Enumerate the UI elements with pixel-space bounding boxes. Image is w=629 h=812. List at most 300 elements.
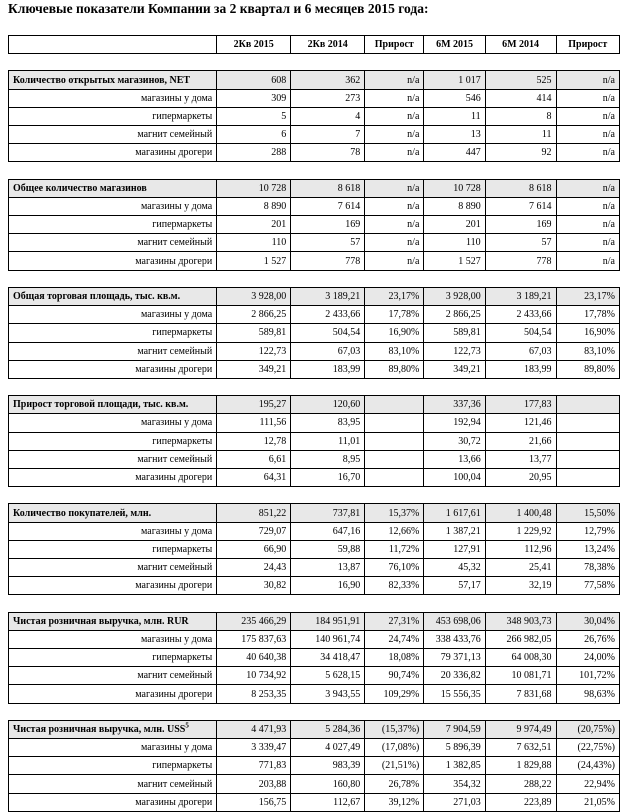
section-header-row (9, 179, 620, 197)
table-cell: 778 (485, 252, 556, 270)
table-cell: 57,17 (424, 577, 485, 595)
table-cell: 12,78 (217, 432, 291, 450)
table-cell: 5 896,39 (424, 739, 485, 757)
table-row (9, 522, 620, 540)
table-cell: n/a (556, 89, 620, 107)
table-row (9, 414, 620, 432)
table-cell: 10 728 (217, 179, 291, 197)
table-cell: 2 433,66 (291, 306, 365, 324)
table-cell: 20,95 (485, 468, 556, 486)
table-cell (556, 396, 620, 414)
table-cell: 13,77 (485, 450, 556, 468)
table-cell: 8 890 (424, 197, 485, 215)
table-row (9, 252, 620, 270)
table-cell: 57 (485, 234, 556, 252)
table-cell: 13,66 (424, 450, 485, 468)
table-cell: 20 336,82 (424, 667, 485, 685)
table-row (9, 306, 620, 324)
row-label (9, 396, 217, 414)
table-cell: 18,08% (365, 649, 424, 667)
table-cell: 288 (217, 144, 291, 162)
table-cell: 7 614 (485, 197, 556, 215)
table-cell: (24,43%) (556, 757, 620, 775)
table-cell: 1 400,48 (485, 504, 556, 522)
row-label-text: магнит семейный (137, 129, 213, 141)
row-label (9, 414, 217, 432)
spacer-row (9, 270, 620, 287)
table-cell: (22,75%) (556, 739, 620, 757)
table-cell: 40 640,38 (217, 649, 291, 667)
row-label-text: магнит семейный (137, 345, 213, 357)
table-cell: 11,72% (365, 540, 424, 558)
table-cell: n/a (556, 234, 620, 252)
table-cell: n/a (365, 89, 424, 107)
table-cell: n/a (365, 126, 424, 144)
table-cell: 169 (485, 216, 556, 234)
table-cell (365, 414, 424, 432)
table-cell: 1 382,85 (424, 757, 485, 775)
table-cell: n/a (556, 179, 620, 197)
table-cell: 30,72 (424, 432, 485, 450)
section-header-row (9, 71, 620, 89)
table-cell: 354,32 (424, 775, 485, 793)
table-cell: 83,10% (365, 342, 424, 360)
table-cell: 3 928,00 (424, 287, 485, 305)
table-cell: 156,75 (217, 793, 291, 811)
table-cell: 2 433,66 (485, 306, 556, 324)
column-header: 6М 2015 (424, 36, 485, 54)
table-cell: 203,88 (217, 775, 291, 793)
table-cell: 362 (291, 71, 365, 89)
table-cell: 309 (217, 89, 291, 107)
table-cell: 3 189,21 (485, 287, 556, 305)
table-cell: 25,41 (485, 558, 556, 576)
table-cell: 121,46 (485, 414, 556, 432)
table-cell: 6 (217, 126, 291, 144)
row-label (9, 504, 217, 522)
table-cell: 127,91 (424, 540, 485, 558)
table-cell: 729,07 (217, 522, 291, 540)
column-header: 6М 2014 (485, 36, 556, 54)
section-header-row (9, 396, 620, 414)
table-cell: 12,66% (365, 522, 424, 540)
table-cell: 3 339,47 (217, 739, 291, 757)
table-cell: 2 866,25 (424, 306, 485, 324)
table-cell: 98,63% (556, 685, 620, 703)
table-cell: 504,54 (485, 324, 556, 342)
row-label (9, 667, 217, 685)
table-cell: 8 (485, 107, 556, 125)
table-cell: 3 189,21 (291, 287, 365, 305)
table-cell: 10 728 (424, 179, 485, 197)
row-label-text: магазины у дома (141, 417, 213, 429)
table-cell: 122,73 (217, 342, 291, 360)
spacer-row (9, 595, 620, 612)
table-cell: 92 (485, 144, 556, 162)
table-cell: 338 433,76 (424, 630, 485, 648)
table-cell: 271,03 (424, 793, 485, 811)
table-cell (365, 432, 424, 450)
row-label (9, 577, 217, 595)
table-cell (556, 432, 620, 450)
table-row (9, 144, 620, 162)
table-cell: 8 618 (485, 179, 556, 197)
section-header-row (9, 504, 620, 522)
table-cell: 5 (217, 107, 291, 125)
table-cell: 504,54 (291, 324, 365, 342)
table-cell: 89,80% (365, 360, 424, 378)
table-cell: 66,90 (217, 540, 291, 558)
table-row (9, 793, 620, 811)
table-cell: 15,37% (365, 504, 424, 522)
row-label-text: Чистая розничная выручка, млн. RUR (13, 615, 189, 627)
table-cell: 608 (217, 71, 291, 89)
table-cell: 183,99 (291, 360, 365, 378)
table-cell: (20,75%) (556, 720, 620, 738)
table-cell: n/a (365, 144, 424, 162)
table-cell: 23,17% (556, 287, 620, 305)
row-label-text: Количество покупателей, млн. (13, 507, 152, 519)
table-cell: 78 (291, 144, 365, 162)
table-cell: 6,61 (217, 450, 291, 468)
table-cell: 9 974,49 (485, 720, 556, 738)
table-cell: 17,78% (365, 306, 424, 324)
table-row (9, 216, 620, 234)
table-cell: 16,90% (556, 324, 620, 342)
row-label (9, 468, 217, 486)
table-cell: 11 (485, 126, 556, 144)
table-cell: 82,33% (365, 577, 424, 595)
row-label (9, 306, 217, 324)
table-header-row (9, 36, 620, 54)
row-label (9, 360, 217, 378)
table-cell: 1 387,21 (424, 522, 485, 540)
table-cell: 201 (424, 216, 485, 234)
row-label-text: магазины дрогери (135, 580, 213, 592)
table-cell: 90,74% (365, 667, 424, 685)
table-body (9, 54, 620, 812)
table-cell: 59,88 (291, 540, 365, 558)
table-cell: 3 943,55 (291, 685, 365, 703)
section-header-row (9, 287, 620, 305)
row-label (9, 558, 217, 576)
table-cell: 13 (424, 126, 485, 144)
row-label (9, 649, 217, 667)
table-row (9, 667, 620, 685)
row-label-text: гипермаркеты (152, 543, 213, 555)
table-cell: 195,27 (217, 396, 291, 414)
table-cell: 8 253,35 (217, 685, 291, 703)
table-row (9, 739, 620, 757)
table-cell: n/a (365, 71, 424, 89)
row-label-text: магазины у дома (141, 201, 213, 212)
table-cell: 160,80 (291, 775, 365, 793)
table-cell: 140 961,74 (291, 630, 365, 648)
row-label-text: магазины дрогери (135, 472, 213, 484)
table-cell: 589,81 (217, 324, 291, 342)
table-row (9, 126, 620, 144)
table-cell: 26,78% (365, 775, 424, 793)
row-label-text: магазины дрогери (135, 796, 213, 808)
table-cell: n/a (556, 144, 620, 162)
row-label-text: Чистая розничная выручка, млн. USS (13, 723, 186, 735)
table-cell: 24,43 (217, 558, 291, 576)
table-cell: n/a (365, 216, 424, 234)
spacer-row (9, 54, 620, 71)
table-cell: 34 418,47 (291, 649, 365, 667)
row-label-text: магазины у дома (141, 525, 213, 537)
row-label-text: магазины дрогери (135, 147, 213, 159)
row-label-text: гипермаркеты (152, 110, 213, 122)
row-label (9, 720, 217, 738)
table-cell: 647,16 (291, 522, 365, 540)
table-cell: 12,79% (556, 522, 620, 540)
table-cell: 24,00% (556, 649, 620, 667)
table-cell: 64,31 (217, 468, 291, 486)
table-cell: 76,10% (365, 558, 424, 576)
table-cell: 4 (291, 107, 365, 125)
row-label-text: магнит семейный (137, 237, 213, 249)
row-label (9, 126, 217, 144)
table-cell: 89,80% (556, 360, 620, 378)
table-cell: 4 027,49 (291, 739, 365, 757)
table-row (9, 197, 620, 215)
table-cell: 414 (485, 89, 556, 107)
table-cell: 235 466,29 (217, 612, 291, 630)
row-label (9, 793, 217, 811)
table-cell: 11 (424, 107, 485, 125)
table-cell: 23,17% (365, 287, 424, 305)
table-cell: 7 632,51 (485, 739, 556, 757)
table-cell: 266 982,05 (485, 630, 556, 648)
table-cell: 24,74% (365, 630, 424, 648)
row-label-text: магазины дрогери (135, 363, 213, 375)
table-cell: 1 829,88 (485, 757, 556, 775)
table-cell: 184 951,91 (291, 612, 365, 630)
table-row (9, 540, 620, 558)
table-cell: 26,76% (556, 630, 620, 648)
table-cell (556, 450, 620, 468)
column-header: 2Кв 2014 (291, 36, 365, 54)
table-cell: 7 614 (291, 197, 365, 215)
row-label-text: гипермаркеты (152, 760, 213, 772)
table-cell: 27,31% (365, 612, 424, 630)
table-cell: n/a (556, 197, 620, 215)
table-row (9, 324, 620, 342)
table-row (9, 685, 620, 703)
row-label (9, 287, 217, 305)
table-row (9, 234, 620, 252)
table-cell: 348 903,73 (485, 612, 556, 630)
table-cell: 11,01 (291, 432, 365, 450)
column-header (9, 36, 217, 54)
table-cell: n/a (365, 179, 424, 197)
table-cell: 7 904,59 (424, 720, 485, 738)
row-label (9, 775, 217, 793)
table-cell: 288,22 (485, 775, 556, 793)
column-header: 2Кв 2015 (217, 36, 291, 54)
row-label (9, 144, 217, 162)
row-label (9, 540, 217, 558)
row-label-text: Общее количество магазинов (13, 182, 147, 194)
table-cell: 16,90% (365, 324, 424, 342)
table-cell: 16,90 (291, 577, 365, 595)
table-cell: 223,89 (485, 793, 556, 811)
row-label (9, 179, 217, 197)
table-cell: 10 081,71 (485, 667, 556, 685)
table-cell: 349,21 (217, 360, 291, 378)
table-cell: 8,95 (291, 450, 365, 468)
table-cell: 8 890 (217, 197, 291, 215)
table-cell: 737,81 (291, 504, 365, 522)
row-label (9, 71, 217, 89)
spacer-row (9, 487, 620, 504)
row-label-text: магнит семейный (137, 562, 213, 574)
row-label (9, 432, 217, 450)
table-cell (556, 468, 620, 486)
table-cell: 67,03 (485, 342, 556, 360)
table-row (9, 630, 620, 648)
row-label-text: Количество открытых магазинов, NET (13, 74, 191, 86)
table-cell: 110 (424, 234, 485, 252)
table-cell: 4 471,93 (217, 720, 291, 738)
table-row (9, 89, 620, 107)
table-cell (556, 414, 620, 432)
spacer-row (9, 703, 620, 720)
row-label-text: магазины у дома (141, 92, 213, 104)
table-cell: 109,29% (365, 685, 424, 703)
table-cell (365, 396, 424, 414)
footnote-marker: 5 (185, 721, 189, 730)
table-cell: 1 527 (217, 252, 291, 270)
table-cell: 169 (291, 216, 365, 234)
row-label-text: магазины дрогери (135, 688, 213, 700)
table-cell: 17,78% (556, 306, 620, 324)
table-cell: 337,36 (424, 396, 485, 414)
table-cell: 3 928,00 (217, 287, 291, 305)
table-cell: 30,04% (556, 612, 620, 630)
table-cell: 32,19 (485, 577, 556, 595)
table-cell: 175 837,63 (217, 630, 291, 648)
section-header-row (9, 612, 620, 630)
table-cell: n/a (556, 107, 620, 125)
row-label-text: Прирост торговой площади, тыс. кв.м. (13, 399, 189, 411)
table-cell: n/a (556, 252, 620, 270)
row-label-text: гипермаркеты (152, 652, 213, 664)
table-row (9, 107, 620, 125)
page-title: Ключевые показатели Компании за 2 квартал и 6 месяцев 2015 года: (8, 1, 429, 16)
column-header: Прирост (365, 36, 424, 54)
row-label-text: гипермаркеты (152, 327, 213, 339)
table-cell: 10 734,92 (217, 667, 291, 685)
table-cell: 57 (291, 234, 365, 252)
table-cell: 1 017 (424, 71, 485, 89)
table-cell: n/a (556, 71, 620, 89)
table-cell: 39,12% (365, 793, 424, 811)
table-cell: 111,56 (217, 414, 291, 432)
table-cell: 201 (217, 216, 291, 234)
table-cell: 7 (291, 126, 365, 144)
table-cell: 122,73 (424, 342, 485, 360)
table-cell: 101,72% (556, 667, 620, 685)
table-cell: (17,08%) (365, 739, 424, 757)
table-cell: 30,82 (217, 577, 291, 595)
table-cell: 8 618 (291, 179, 365, 197)
table-cell: 447 (424, 144, 485, 162)
table-cell: 83,10% (556, 342, 620, 360)
row-label-text: магнит семейный (137, 670, 213, 682)
row-label-text: магазины у дома (141, 633, 213, 645)
table-cell: 453 698,06 (424, 612, 485, 630)
table-row (9, 775, 620, 793)
table-cell: 1 229,92 (485, 522, 556, 540)
table-cell: 83,95 (291, 414, 365, 432)
table-cell: 112,67 (291, 793, 365, 811)
table-row (9, 649, 620, 667)
table-row (9, 432, 620, 450)
table-cell: 1 617,61 (424, 504, 485, 522)
table-cell: 851,22 (217, 504, 291, 522)
table-row (9, 757, 620, 775)
table-cell (365, 468, 424, 486)
table-row (9, 468, 620, 486)
table-cell: n/a (556, 126, 620, 144)
table-cell: 589,81 (424, 324, 485, 342)
table-cell: 45,32 (424, 558, 485, 576)
table-cell: n/a (365, 234, 424, 252)
row-label (9, 450, 217, 468)
row-label-text: Общая торговая площадь, тыс. кв.м. (13, 291, 181, 303)
table-cell: 112,96 (485, 540, 556, 558)
table-cell: 2 866,25 (217, 306, 291, 324)
row-label-text: гипермаркеты (152, 435, 213, 447)
row-label (9, 216, 217, 234)
table-cell: (21,51%) (365, 757, 424, 775)
row-label (9, 89, 217, 107)
row-label (9, 739, 217, 757)
table-row (9, 450, 620, 468)
row-label (9, 197, 217, 215)
table-cell: n/a (365, 107, 424, 125)
row-label-text: магазины дрогери (135, 255, 213, 267)
row-label (9, 252, 217, 270)
table-cell: 771,83 (217, 757, 291, 775)
kpi-table (8, 35, 620, 812)
table-cell: n/a (556, 216, 620, 234)
table-cell: 100,04 (424, 468, 485, 486)
table-cell: 120,60 (291, 396, 365, 414)
table-row (9, 577, 620, 595)
table-cell: 273 (291, 89, 365, 107)
row-label (9, 107, 217, 125)
spacer-row (9, 162, 620, 179)
spacer-row (9, 378, 620, 395)
table-cell: 16,70 (291, 468, 365, 486)
table-cell: 15,50% (556, 504, 620, 522)
table-cell: 67,03 (291, 342, 365, 360)
table-cell: 349,21 (424, 360, 485, 378)
table-cell: 778 (291, 252, 365, 270)
row-label-text: магазины у дома (141, 742, 213, 754)
row-label (9, 612, 217, 630)
table-row (9, 360, 620, 378)
table-cell: n/a (365, 197, 424, 215)
row-label (9, 234, 217, 252)
table-cell: 21,66 (485, 432, 556, 450)
table-cell: 13,24% (556, 540, 620, 558)
table-cell: 1 527 (424, 252, 485, 270)
row-label-text: магазины у дома (141, 309, 213, 321)
